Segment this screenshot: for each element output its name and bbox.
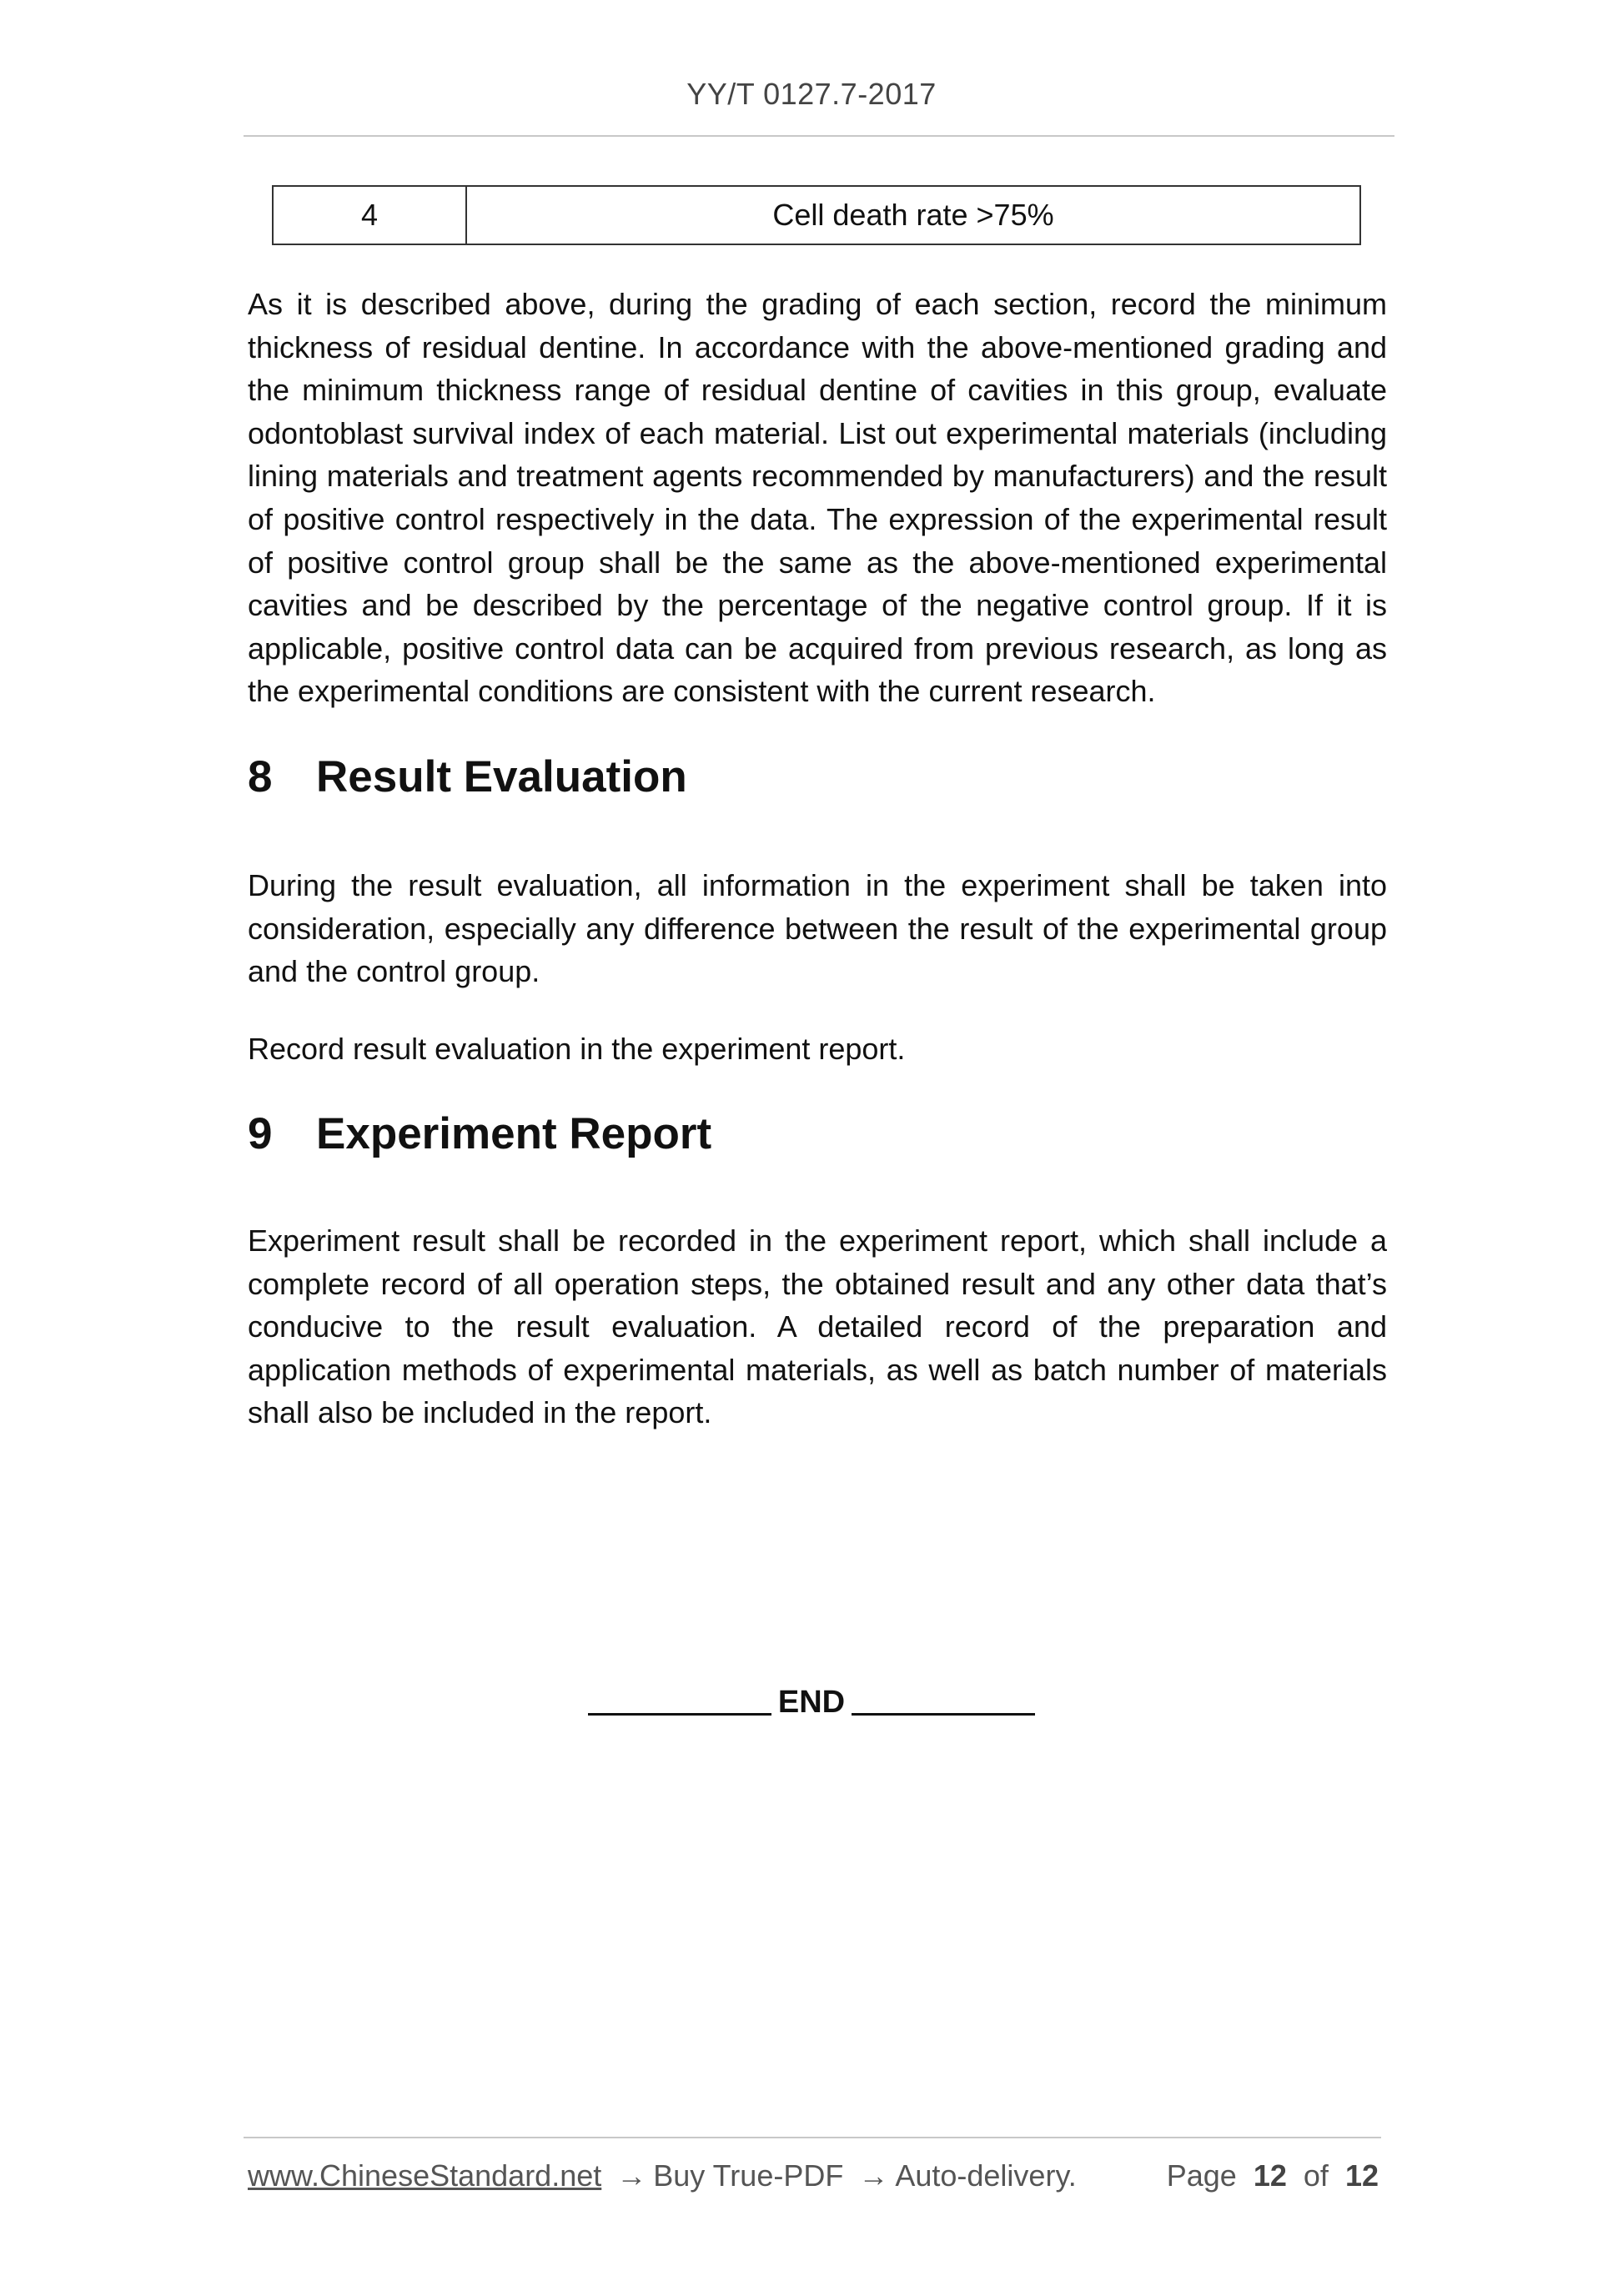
buy-text: Buy True-PDF bbox=[653, 2158, 844, 2193]
section-heading-experiment-report bbox=[248, 1108, 711, 1161]
section-heading-result-evaluation bbox=[248, 751, 687, 804]
result-record-paragraph: Record result evaluation in the experiment report. bbox=[248, 1032, 906, 1066]
experiment-report-paragraph: Experiment result shall be recorded in the experiment report, which shall include a complete record of all operation steps, the obtained result and any other data that’s conducive to the result evaluation. A detailed record of the preparation and application methods of experimental materials, as well as batch number of materials shall also be included in the report. bbox=[248, 1223, 1387, 1430]
intro-paragraph: As it is described above, during the grading of each section, record the minimum thickness of residual dentine. In accordance with the above-mentioned grading and the minimum thickness range of residual dentine of cavities in this group, evaluate odontoblast survival index of each material. List out experimental materials (including lining materials and treatment agents recommended by manufacturers) and the result of positive control respectively in the data. The expression of the experimental result of positive control group shall be the same as the above-mentioned experimental cavities and be described by the percentage of the negative control group. If it is applicable, positive control data can be acquired from previous research, as long as the experimental conditions are consistent with the current research. bbox=[248, 287, 1387, 709]
page-word: Page bbox=[1166, 2158, 1237, 2193]
standard-code-header: YY/T 0127.7-2017 bbox=[686, 77, 937, 111]
section-number: 8 bbox=[248, 752, 273, 801]
grading-table bbox=[272, 185, 1361, 245]
description-cell: Cell death rate >75% bbox=[466, 186, 1360, 244]
of-word: of bbox=[1303, 2158, 1329, 2193]
website-link[interactable]: www.ChineseStandard.net bbox=[248, 2158, 602, 2193]
section-title: Result Evaluation bbox=[316, 752, 687, 801]
end-rule-left bbox=[588, 1713, 771, 1716]
end-rule-right bbox=[852, 1713, 1035, 1716]
arrow-right-icon: → bbox=[858, 2158, 889, 2193]
footer-divider bbox=[244, 2137, 1381, 2138]
arrow-right-icon: → bbox=[616, 2158, 647, 2193]
delivery-text: Auto-delivery. bbox=[895, 2158, 1077, 2193]
page-current: 12 bbox=[1253, 2158, 1287, 2193]
page-number bbox=[1167, 2158, 1379, 2193]
section-number: 9 bbox=[248, 1109, 273, 1158]
end-marker bbox=[0, 1685, 1623, 1721]
grade-cell: 4 bbox=[273, 186, 466, 244]
table-row bbox=[273, 186, 1360, 244]
header-divider bbox=[244, 135, 1394, 137]
page-footer bbox=[248, 2158, 1379, 2193]
end-label: END bbox=[777, 1685, 846, 1720]
page-total: 12 bbox=[1344, 2158, 1379, 2193]
section-title: Experiment Report bbox=[316, 1109, 712, 1158]
result-evaluation-paragraph: During the result evaluation, all information in the experiment shall be taken into consideration, especially any difference between the result of the experimental group and the control group. bbox=[248, 868, 1387, 989]
